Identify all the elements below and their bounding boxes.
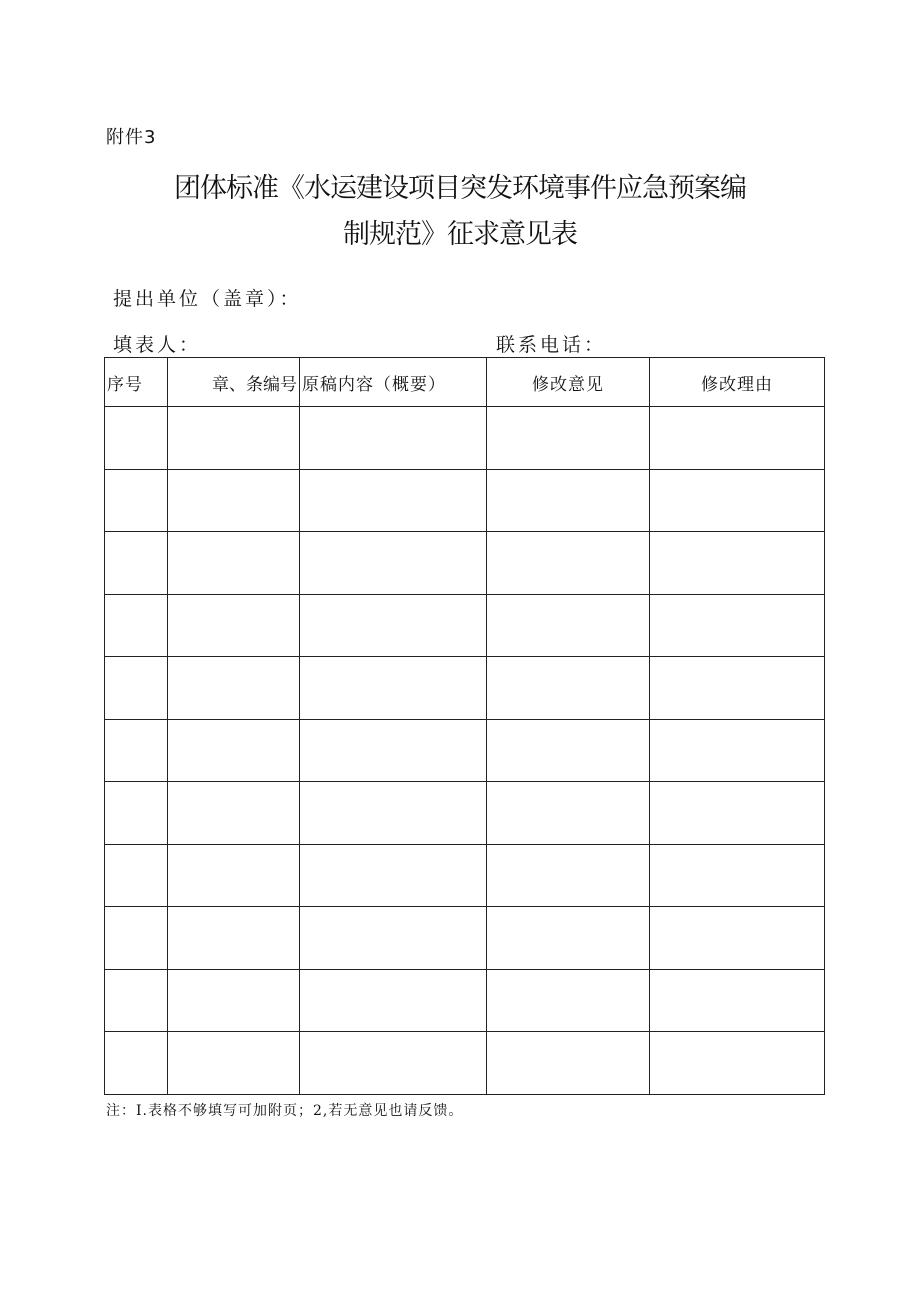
serial-cell[interactable] <box>105 969 168 1032</box>
table-row <box>105 594 825 657</box>
original-content-cell[interactable] <box>300 532 487 595</box>
original-content-cell[interactable] <box>300 969 487 1032</box>
table-row <box>105 407 825 470</box>
chapter-cell[interactable] <box>168 782 300 845</box>
opinion-cell[interactable] <box>487 907 650 970</box>
table-row <box>105 657 825 720</box>
serial-cell[interactable] <box>105 469 168 532</box>
original-content-cell[interactable] <box>300 844 487 907</box>
opinion-cell[interactable] <box>487 844 650 907</box>
reason-cell[interactable] <box>650 1032 825 1095</box>
chapter-cell[interactable] <box>168 907 300 970</box>
chapter-cell[interactable] <box>168 1032 300 1095</box>
chapter-cell[interactable] <box>168 407 300 470</box>
serial-cell[interactable] <box>105 844 168 907</box>
header-serial-number: 序号 <box>105 358 168 407</box>
original-content-cell[interactable] <box>300 469 487 532</box>
header-chapter-clause-number: 章、条编号 <box>168 358 300 407</box>
serial-cell[interactable] <box>105 407 168 470</box>
original-content-cell[interactable] <box>300 407 487 470</box>
opinion-cell[interactable] <box>487 532 650 595</box>
opinion-cell[interactable] <box>487 969 650 1032</box>
reason-cell[interactable] <box>650 407 825 470</box>
chapter-cell[interactable] <box>168 532 300 595</box>
serial-cell[interactable] <box>105 1032 168 1095</box>
opinion-table <box>104 357 825 1095</box>
chapter-cell[interactable] <box>168 594 300 657</box>
opinion-cell[interactable] <box>487 782 650 845</box>
contact-phone-label: 联系电话： <box>496 334 607 356</box>
table-row <box>105 469 825 532</box>
table-row <box>105 969 825 1032</box>
opinion-cell[interactable] <box>487 594 650 657</box>
opinion-cell[interactable] <box>487 407 650 470</box>
reason-cell[interactable] <box>650 844 825 907</box>
header-original-content: 原稿内容（概要） <box>300 358 487 407</box>
serial-cell[interactable] <box>105 907 168 970</box>
table-row <box>105 719 825 782</box>
opinion-cell[interactable] <box>487 719 650 782</box>
header-revision-reason: 修改理由 <box>650 358 825 407</box>
table-row <box>105 532 825 595</box>
serial-cell[interactable] <box>105 782 168 845</box>
submitting-unit-label: 提出单位（盖章）： <box>113 288 302 310</box>
document-title-line-2: 制规范》征求意见表 <box>343 219 577 250</box>
table-row <box>105 844 825 907</box>
chapter-cell[interactable] <box>168 844 300 907</box>
form-filler-label: 填表人： <box>113 334 202 356</box>
table-header-row <box>105 358 825 407</box>
header-revision-opinion: 修改意见 <box>487 358 650 407</box>
chapter-cell[interactable] <box>168 969 300 1032</box>
chapter-cell[interactable] <box>168 657 300 720</box>
reason-cell[interactable] <box>650 782 825 845</box>
original-content-cell[interactable] <box>300 657 487 720</box>
attachment-label: 附件3 <box>106 127 157 148</box>
original-content-cell[interactable] <box>300 907 487 970</box>
opinion-cell[interactable] <box>487 1032 650 1095</box>
reason-cell[interactable] <box>650 469 825 532</box>
document-title-line-1: 团体标准《水运建设项目突发环境事件应急预案编 <box>174 173 746 204</box>
table-row <box>105 782 825 845</box>
serial-cell[interactable] <box>105 719 168 782</box>
original-content-cell[interactable] <box>300 594 487 657</box>
chapter-cell[interactable] <box>168 719 300 782</box>
table-row <box>105 907 825 970</box>
footnote: 注：I.表格不够填写可加附页；2,若无意见也请反馈。 <box>106 1103 464 1119</box>
serial-cell[interactable] <box>105 657 168 720</box>
chapter-cell[interactable] <box>168 469 300 532</box>
serial-cell[interactable] <box>105 594 168 657</box>
reason-cell[interactable] <box>650 907 825 970</box>
opinion-cell[interactable] <box>487 469 650 532</box>
original-content-cell[interactable] <box>300 719 487 782</box>
table-row <box>105 1032 825 1095</box>
serial-cell[interactable] <box>105 532 168 595</box>
opinion-cell[interactable] <box>487 657 650 720</box>
original-content-cell[interactable] <box>300 1032 487 1095</box>
original-content-cell[interactable] <box>300 782 487 845</box>
reason-cell[interactable] <box>650 594 825 657</box>
reason-cell[interactable] <box>650 969 825 1032</box>
reason-cell[interactable] <box>650 657 825 720</box>
reason-cell[interactable] <box>650 719 825 782</box>
reason-cell[interactable] <box>650 532 825 595</box>
